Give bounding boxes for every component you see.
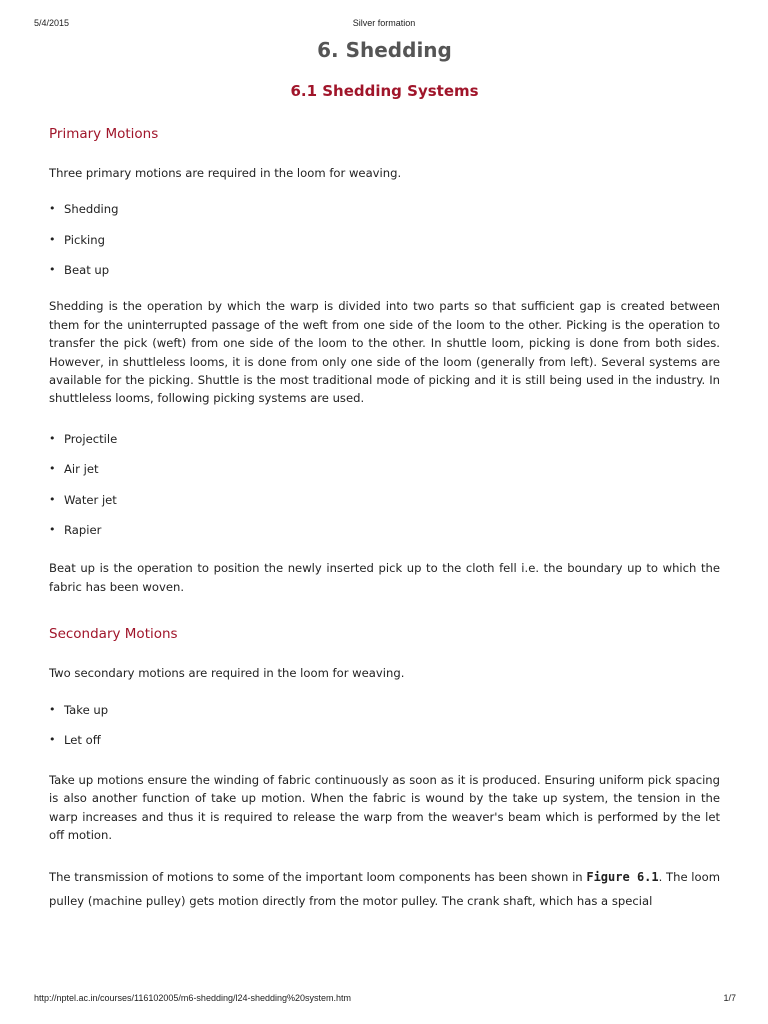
print-date: 5/4/2015 [34, 18, 70, 28]
bullet-icon: • [49, 733, 56, 747]
secondary-motions-list [49, 701, 720, 750]
figure-6-1-reference: Figure 6.1 [586, 869, 659, 884]
primary-motions-heading: Primary Motions [49, 126, 159, 142]
beatup-paragraph: Beat up is the operation to position the newly inserted pick up to the cloth fell i.e. the boundary up to which the fabric has been woven. [49, 561, 720, 594]
list-item: • Air jet [49, 462, 99, 477]
list-item: • Take up [49, 702, 109, 717]
print-footer [0, 993, 768, 1007]
document-content [49, 36, 720, 989]
bullet-icon: • [49, 523, 56, 537]
bullet-icon: • [49, 263, 56, 277]
list-item: • Shedding [49, 202, 119, 217]
picking-systems-list [49, 430, 720, 540]
bullet-icon: • [49, 462, 56, 476]
page-number: 1/7 [723, 993, 736, 1003]
bullet-icon: • [49, 492, 56, 506]
list-item: • Beat up [49, 263, 110, 278]
print-page-title: Silver formation [352, 18, 416, 28]
list-item: • Picking [49, 232, 105, 247]
print-header [0, 18, 768, 32]
shedding-paragraph: Shedding is the operation by which the warp is divided into two parts so that sufficient gap is created between them for the uninterrupted passage of the weft from one side of the loom to the other. Picking is the operation to transfer the pick (weft) from one side of the loom to the other. In shuttle loom, picking is done from both sides. However, in shuttleless looms, it is done from only one side of the loom (generally from left). Several systems are available for the picking. Shuttle is the most traditional mode of picking and it is still being used in the industry. In shuttleless looms, following picking systems are used. [49, 299, 720, 406]
primary-motions-list [49, 200, 720, 279]
list-item: • Rapier [49, 523, 102, 538]
list-item: • Let off [49, 733, 101, 748]
print-url: http://nptel.ac.in/courses/116102005/m6-shedding/l24-shedding%20system.htm [34, 993, 352, 1003]
takeup-paragraph: Take up motions ensure the winding of fabric continuously as soon as it is produced. Ensuring uniform pick spacing is also another function of take up motion. When the fabric is wound by the take up system, the tension in the warp increases and thus it is required to release the warp from the weaver's beam which is performed by the let off motion. [49, 773, 720, 843]
section-title: 6.1 Shedding Systems [290, 82, 479, 100]
bullet-icon: • [49, 232, 56, 246]
secondary-motions-heading: Secondary Motions [49, 626, 178, 643]
list-item: • Water jet [49, 492, 117, 507]
bullet-icon: • [49, 202, 56, 216]
bullet-icon: • [49, 431, 56, 445]
secondary-motions-intro: Two secondary motions are required in the loom for weaving. [49, 666, 405, 681]
list-item: • Projectile [49, 431, 118, 446]
chapter-title: 6. Shedding [317, 38, 452, 62]
bullet-icon: • [49, 702, 56, 716]
primary-motions-intro: Three primary motions are required in the loom for weaving. [49, 166, 402, 180]
transmission-paragraph: The transmission of motions to some of the important loom components has been shown in Figure 6.1. The loom pulley (machine pulley) gets motion directly from the motor pulley. The crank shaft, which has a special [49, 869, 720, 908]
